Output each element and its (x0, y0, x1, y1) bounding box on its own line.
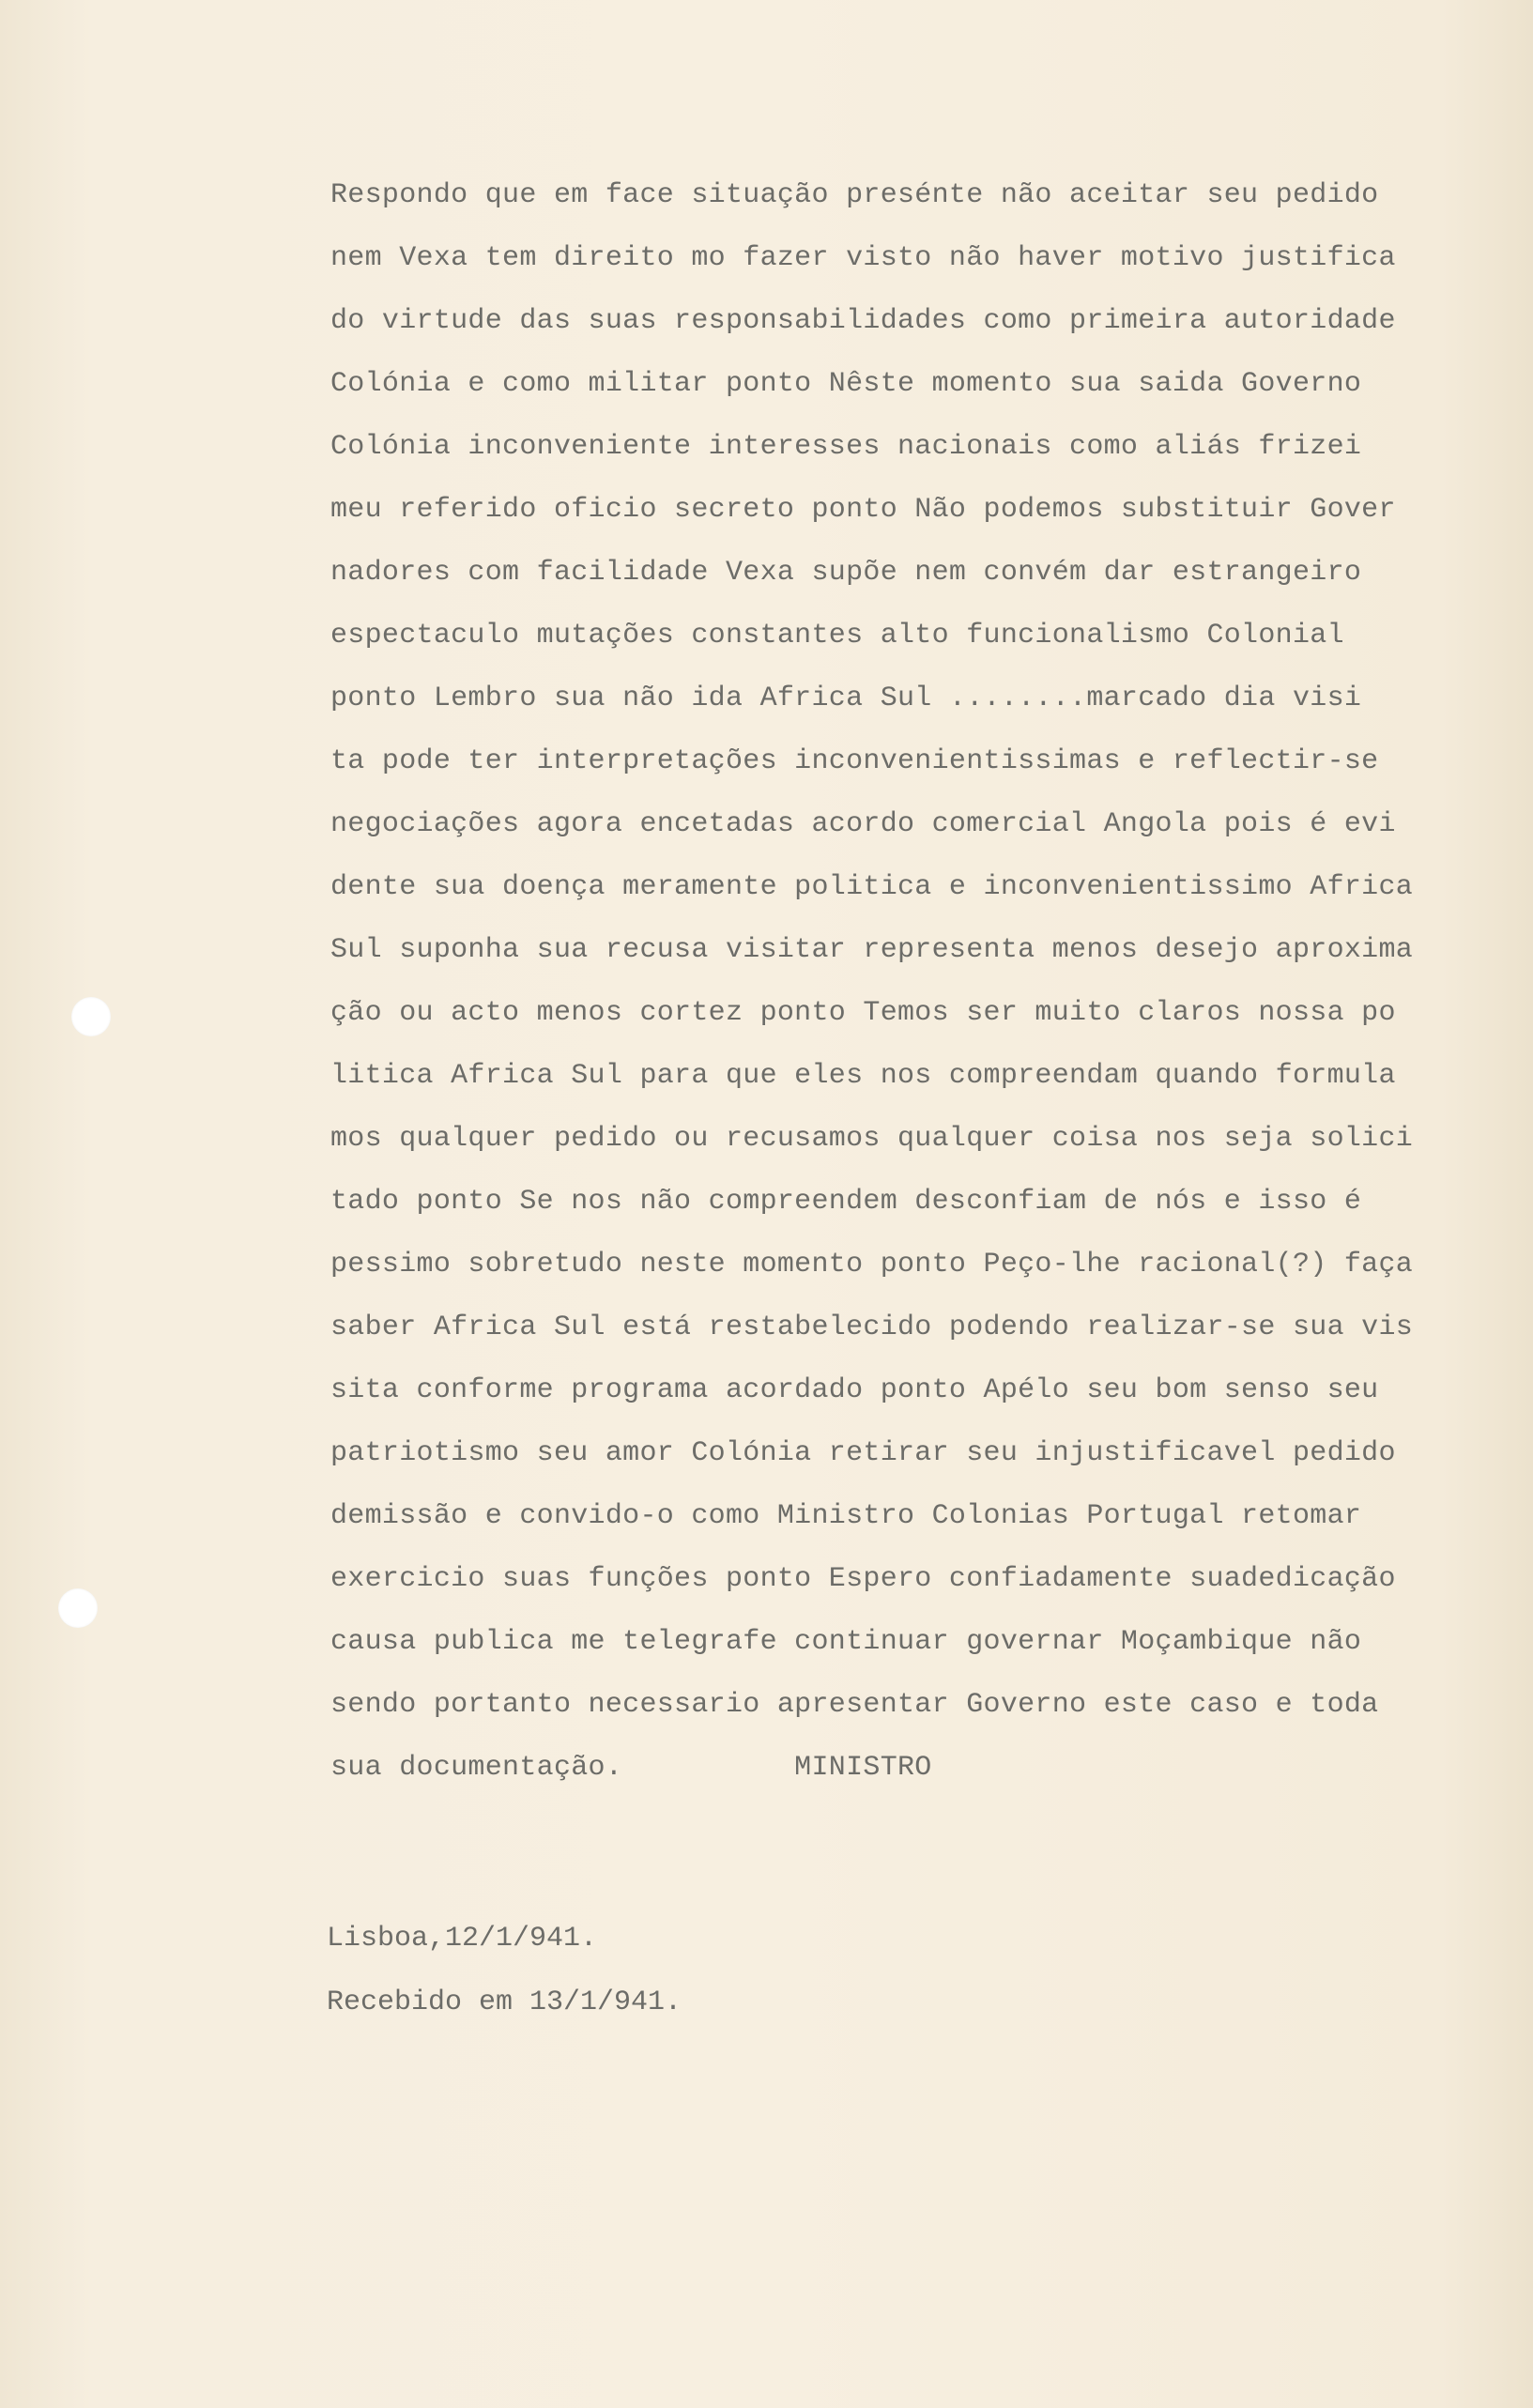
text-line: meu referido oficio secreto ponto Não podemos substituir Gover (330, 494, 1396, 526)
text-line: exercicio suas funções ponto Espero confiadamente suadedicação (330, 1563, 1396, 1595)
text-line: dente sua doença meramente politica e inconvenientissimo Africa (330, 871, 1414, 903)
text-line: do virtude das suas responsabilidades como primeira autoridade (330, 305, 1396, 337)
text-line: pessimo sobretudo neste momento ponto Peço-lhe racional(?) faça (330, 1249, 1414, 1281)
text-line: tado ponto Se nos não compreendem desconfiam de nós e isso é (330, 1186, 1362, 1218)
text-line: negociações agora encetadas acordo comercial Angola pois é evi (330, 808, 1396, 840)
text-line: ção ou acto menos cortez ponto Temos ser muito claros nossa po (330, 997, 1396, 1029)
text-line: patriotismo seu amor Colónia retirar seu injustificavel pedido (330, 1437, 1396, 1469)
text-line: Colónia e como militar ponto Nêste momento sua saida Governo (330, 368, 1362, 400)
received-date: Recebido em 13/1/941. (327, 1986, 682, 2018)
text-line: espectaculo mutações constantes alto funcionalismo Colonial (330, 620, 1344, 652)
text-line: litica Africa Sul para que eles nos compreendam quando formula (330, 1060, 1396, 1092)
text-line: demissão e convido-o como Ministro Colonias Portugal retomar (330, 1500, 1362, 1532)
text-line: sita conforme programa acordado ponto Apélo seu bom senso seu (330, 1374, 1379, 1406)
text-line: Respondo que em face situação presénte não aceitar seu pedido (330, 179, 1379, 211)
text-line: Sul suponha sua recusa visitar representa menos desejo aproxima (330, 934, 1414, 966)
text-line: nadores com facilidade Vexa supõe nem convém dar estrangeiro (330, 557, 1362, 589)
punch-hole (58, 1588, 98, 1628)
text-line: nem Vexa tem direito mo fazer visto não haver motivo justifica (330, 242, 1396, 274)
text-line: mos qualquer pedido ou recusamos qualquer coisa nos seja solici (330, 1123, 1414, 1155)
text-line: causa publica me telegrafe continuar governar Moçambique não (330, 1626, 1362, 1658)
document-footer (327, 1907, 682, 2034)
telegram-body (330, 164, 1523, 1800)
text-line: ponto Lembro sua não ida Africa Sul ........marcado dia visi (330, 683, 1362, 714)
text-line: Colónia inconveniente interesses nacionais como aliás frizei (330, 431, 1362, 463)
text-line: ta pode ter interpretações inconvenientissimas e reflectir-se (330, 745, 1379, 777)
signature-line: sua documentação. MINISTRO (330, 1752, 932, 1784)
text-line: sendo portanto necessario apresentar Governo este caso e toda (330, 1689, 1379, 1721)
place-date: Lisboa,12/1/941. (327, 1923, 598, 1955)
text-line: saber Africa Sul está restabelecido podendo realizar-se sua vis (330, 1311, 1414, 1343)
punch-hole (71, 997, 111, 1036)
